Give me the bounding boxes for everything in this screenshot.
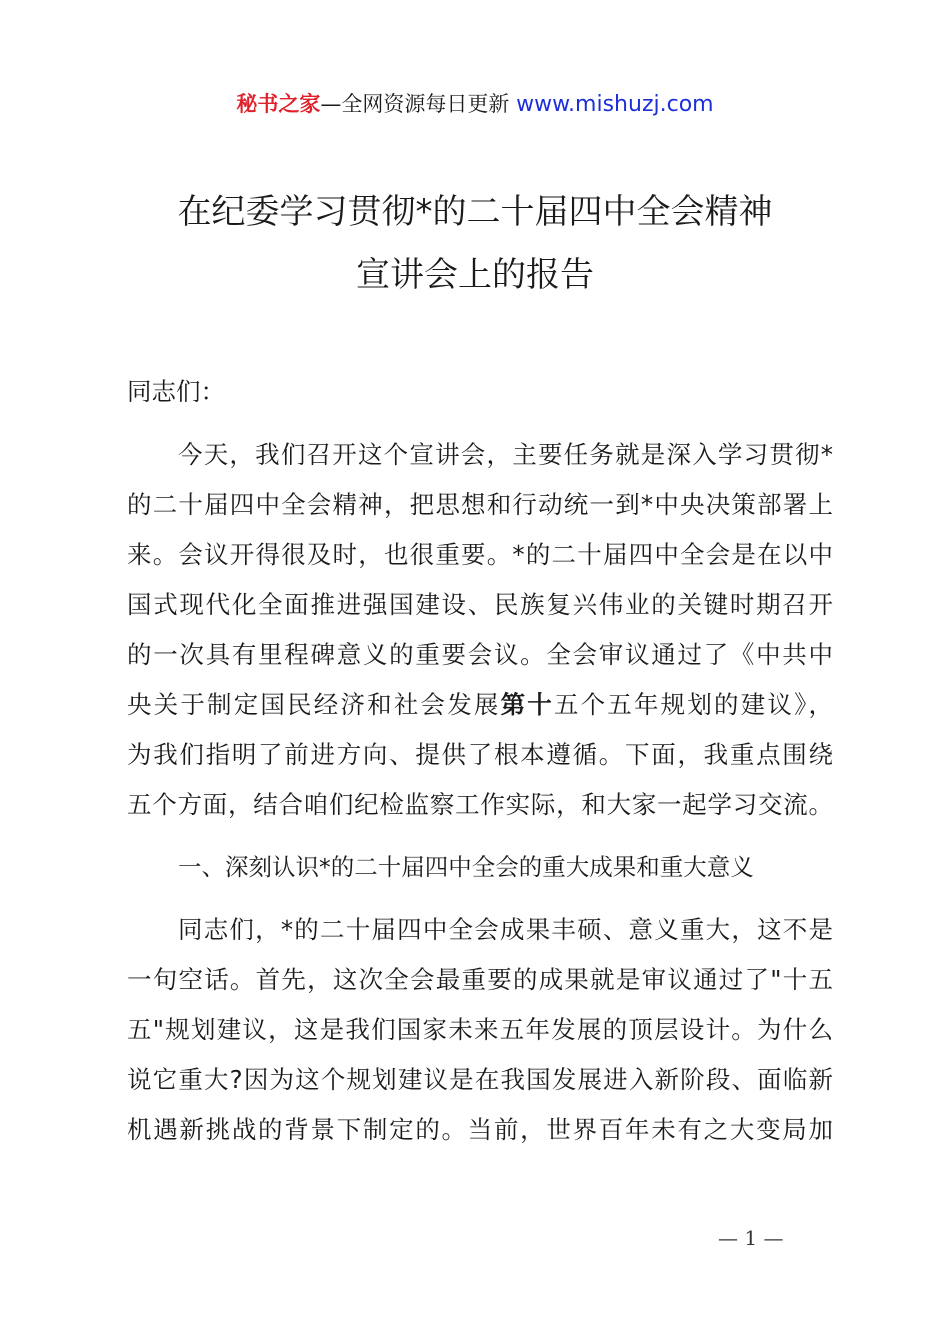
paragraph-line: 的一次具有里程碑意义的重要会议。全会审议通过了《中共中 [127, 640, 833, 669]
header-tagline: —全网资源每日更新 [320, 92, 517, 116]
page-number: — 1 — [718, 1226, 784, 1250]
paragraph-line: 机遇新挑战的背景下制定的。当前，世界百年未有之大变局加 [127, 1115, 833, 1144]
document-title-line-1: 在纪委学习贯彻*的二十届四中全会精神 [177, 192, 773, 232]
paragraph-line: 来。会议开得很及时，也很重要。*的二十届四中全会是在以中 [127, 540, 833, 569]
paragraph-line: 为我们指明了前进方向、提供了根本遵循。下面，我重点围绕 [127, 740, 833, 769]
site-url[interactable]: www.mishuzj.com [516, 92, 714, 117]
paragraph-line: 说它重大?因为这个规划建议是在我国发展进入新阶段、面临新 [127, 1065, 833, 1094]
paragraph-line: 国式现代化全面推进强国建设、民族复兴伟业的关键时期召开 [127, 590, 833, 619]
paragraph-line: 一句空话。首先，这次全会最重要的成果就是审议通过了"十五 [127, 965, 833, 994]
section-heading: 一、深刻认识*的二十届四中全会的重大成果和重大意义 [178, 853, 754, 881]
document-title-line-2: 宣讲会上的报告 [356, 255, 594, 295]
text-segment: 央关于制定国民经济和社会发展 [127, 690, 501, 719]
paragraph-line: 五"规划建议，这是我们国家未来五年发展的顶层设计。为什么 [127, 1015, 833, 1044]
bold-text: 第十 [500, 690, 554, 719]
text-segment: 五个五年规划的建议》， [553, 690, 834, 719]
paragraph-line: 今天，我们召开这个宣讲会，主要任务就是深入学习贯彻* [178, 440, 833, 469]
paragraph-line [127, 690, 833, 720]
paragraph-line: 的二十届四中全会精神，把思想和行动统一到*中央决策部署上 [127, 490, 833, 519]
paragraph-line: 同志们，*的二十届四中全会成果丰硕、意义重大，这不是 [178, 915, 833, 944]
brand-name: 秘书之家 [236, 92, 321, 116]
salutation: 同志们： [127, 377, 225, 406]
paragraph-line: 五个方面，结合咱们纪检监察工作实际，和大家一起学习交流。 [127, 790, 833, 819]
site-header [0, 88, 950, 118]
